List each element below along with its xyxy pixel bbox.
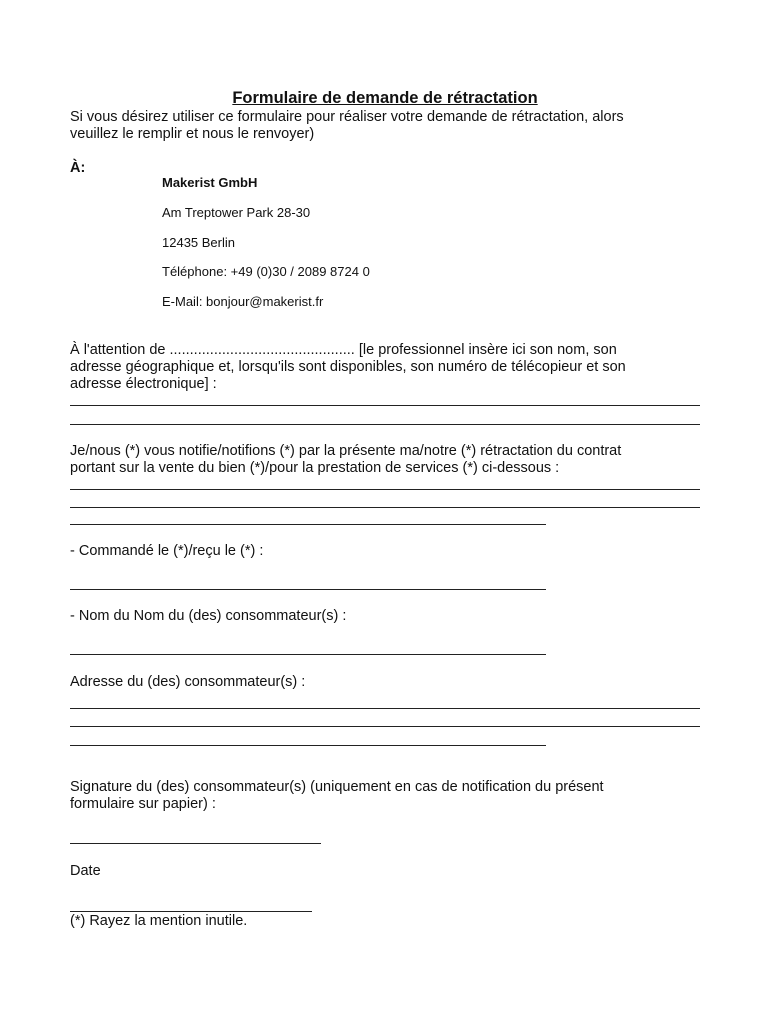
date-label: Date: [70, 863, 101, 879]
notification-answer-line[interactable]: [70, 507, 700, 508]
recipient-phone: Téléphone: +49 (0)30 / 2089 8724 0: [162, 264, 370, 279]
notification-answer-line[interactable]: [70, 489, 700, 490]
attention-answer-line[interactable]: [70, 405, 700, 406]
notification-line-2: portant sur la vente du bien (*)/pour la prestation de services (*) ci-dessous :: [70, 460, 560, 476]
consumer-address-label: Adresse du (des) consommateur(s) :: [70, 674, 306, 690]
recipient-company: Makerist GmbH: [162, 175, 258, 190]
signature-line-2: formulaire sur papier) :: [70, 796, 216, 812]
consumer-address-answer-line[interactable]: [70, 726, 700, 727]
consumer-address-answer-line[interactable]: [70, 745, 546, 746]
intro-line-1: Si vous désirez utiliser ce formulaire pour réaliser votre demande de rétractation, alors: [70, 109, 624, 125]
recipient-city: 12435 Berlin: [162, 235, 235, 250]
recipient-email: E-Mail: bonjour@makerist.fr: [162, 294, 324, 309]
consumer-name-label: - Nom du Nom du (des) consommateur(s) :: [70, 608, 347, 624]
footnote: (*) Rayez la mention inutile.: [70, 913, 248, 929]
attention-line-3: adresse électronique] :: [70, 376, 217, 392]
to-label: À:: [70, 160, 86, 176]
ordered-answer-line[interactable]: [70, 589, 546, 590]
notification-line-1: Je/nous (*) vous notifie/notifions (*) par la présente ma/notre (*) rétractation du contrat: [70, 443, 622, 459]
consumer-address-answer-line[interactable]: [70, 708, 700, 709]
attention-line-2: adresse géographique et, lorsqu'ils sont disponibles, son numéro de télécopieur et son: [70, 359, 626, 375]
ordered-label: - Commandé le (*)/reçu le (*) :: [70, 543, 264, 559]
signature-line-1: Signature du (des) consommateur(s) (uniquement en cas de notification du présent: [70, 779, 604, 795]
intro-line-2: veuillez le remplir et nous le renvoyer): [70, 126, 315, 142]
signature-answer-line[interactable]: [70, 843, 321, 844]
attention-answer-line[interactable]: [70, 424, 700, 425]
recipient-street: Am Treptower Park 28-30: [162, 205, 311, 220]
attention-line-1: À l'attention de .............................................. [le professionnel insère ici son nom, son: [70, 342, 617, 358]
form-title: Formulaire de demande de rétractation: [232, 89, 538, 107]
notification-answer-line[interactable]: [70, 524, 546, 525]
consumer-name-answer-line[interactable]: [70, 654, 546, 655]
date-answer-line[interactable]: [70, 911, 312, 912]
